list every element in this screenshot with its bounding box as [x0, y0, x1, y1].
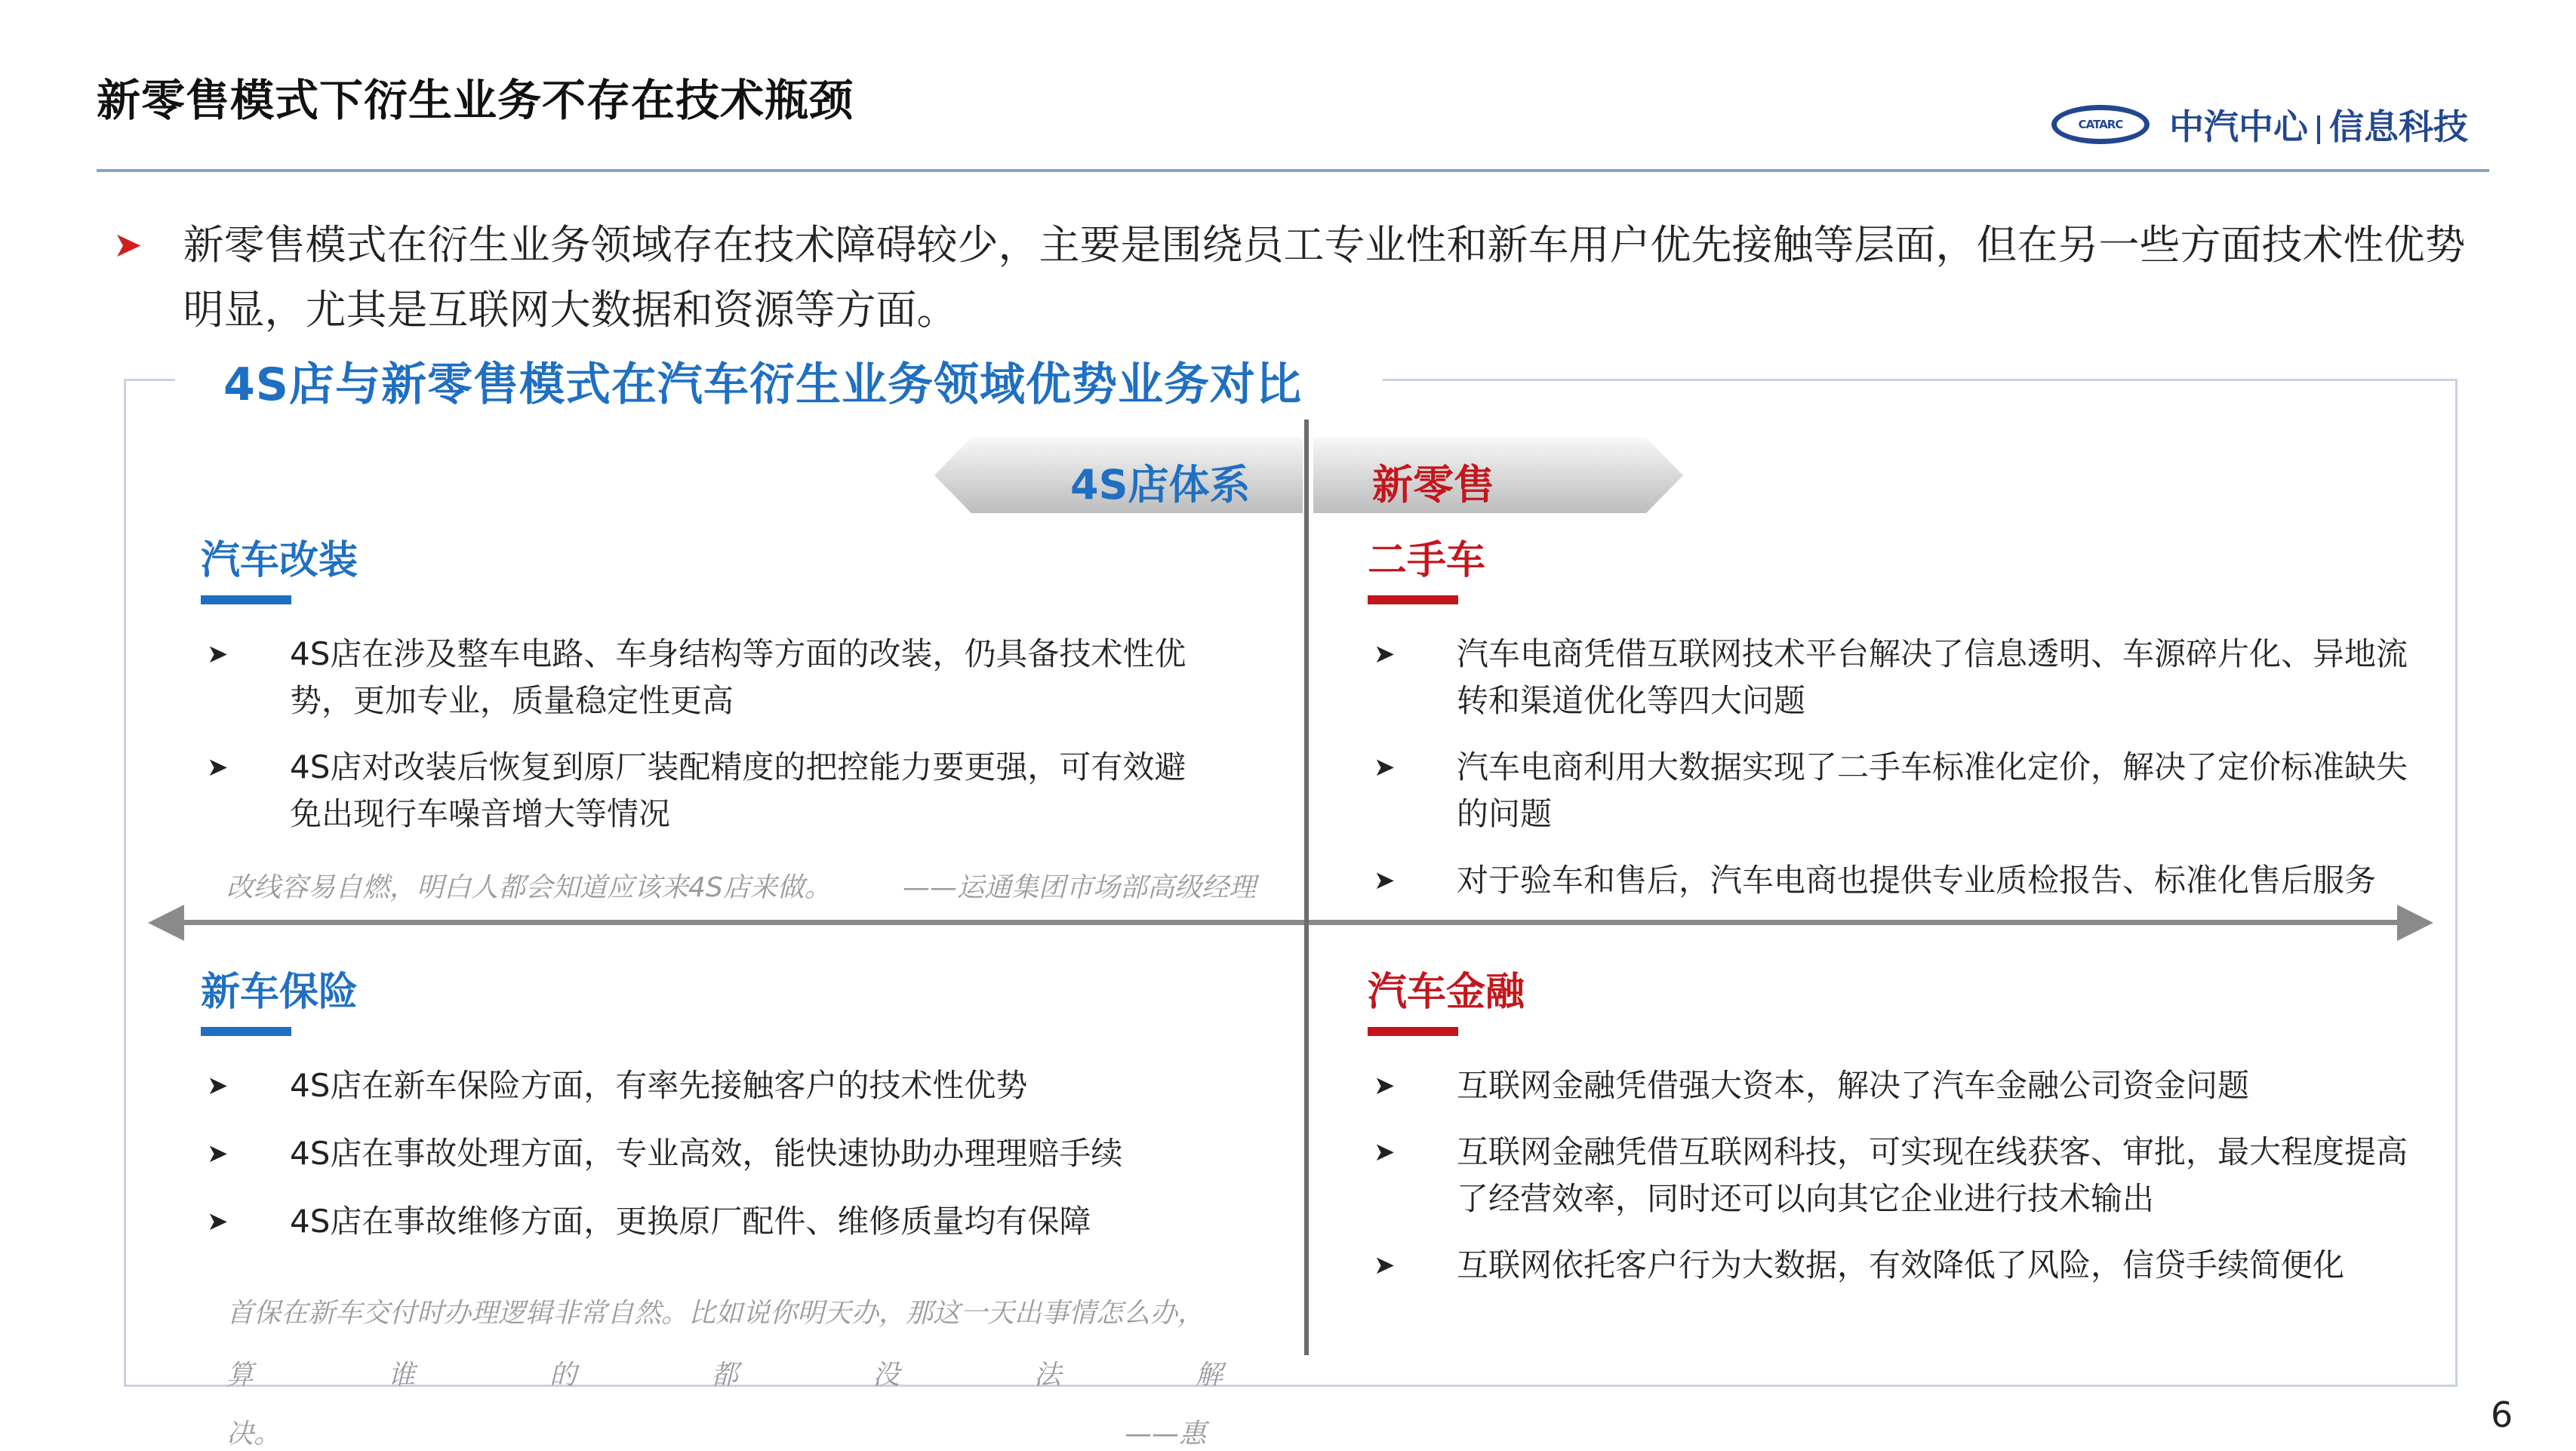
arrowhead-icon: ➤: [1374, 752, 1396, 782]
bottom-left-bullets: [201, 1062, 1205, 1265]
quote-char: 算: [226, 1360, 254, 1391]
list-item: ➤ 4S店在事故处理方面，专业高效，能快速协助办理理赔手续: [201, 1130, 1205, 1177]
quote-text-justified: [226, 1354, 1223, 1392]
vertical-axis: [1304, 420, 1309, 1355]
title-underline: [201, 1027, 291, 1036]
arrowhead-icon: ➤: [1374, 1071, 1396, 1101]
bottom-right-bullets: [1368, 1062, 2417, 1308]
quote-char: 都: [710, 1360, 738, 1391]
red-arrowhead-icon: ➤: [113, 224, 143, 265]
arrowhead-icon: ➤: [1374, 639, 1396, 669]
arrowhead-icon: ➤: [207, 1139, 229, 1169]
logo-text: [2169, 100, 2468, 149]
quote-char: 法: [1033, 1360, 1061, 1391]
right-banner: [1313, 438, 1683, 513]
list-item: ➤ 4S店在事故维修方面，更换原厂配件、维修质量均有保障: [201, 1198, 1205, 1245]
comparison-title: 4S店与新零售模式在汽车衍生业务领域优势业务对比: [223, 358, 1302, 411]
list-item: ➤ 4S店在新车保险方面，有率先接触客户的技术性优势: [201, 1062, 1205, 1109]
arrowhead-icon: ➤: [1374, 1250, 1396, 1280]
quote-char: 没: [872, 1360, 900, 1391]
quote-char: 解: [1195, 1360, 1223, 1391]
quadrant-bottom-left: [201, 960, 358, 1036]
quote-text: 改线容易自燃，明白人都会知道应该来4S店来做。: [226, 872, 832, 903]
logo-part2: 信息科技: [2329, 106, 2468, 147]
list-item: ➤ 互联网金融凭借互联网科技，可实现在线获客、审批，最大程度提高了经营效率，同时还可以向其它企业进行技术输出: [1368, 1129, 2417, 1222]
arrowhead-icon: ➤: [1374, 865, 1396, 896]
quote-char: 谁: [387, 1360, 415, 1391]
quadrant-title: 二手车: [1368, 538, 1486, 583]
quote-char: 的: [549, 1360, 577, 1391]
list-item: ➤ 4S店在涉及整车电路、车身结构等方面的改装，仍具备技术性优势，更加专业，质量稳定性更高: [201, 631, 1205, 724]
list-item: ➤ 汽车电商利用大数据实现了二手车标准化定价，解决了定价标准缺失的问题: [1368, 744, 2417, 838]
label-new-retail: 新零售: [1372, 461, 1494, 509]
axis-arrow-left-icon: [148, 905, 184, 941]
label-4s-system: 4S店体系: [1070, 461, 1251, 509]
list-item: ➤ 互联网依托客户行为大数据，有效降低了风险，信贷手续简便化: [1368, 1242, 2417, 1289]
list-item: ➤ 汽车电商凭借互联网技术平台解决了信息透明、车源碎片化、异地流转和渠道优化等四大问题: [1368, 631, 2417, 724]
header-divider: [97, 169, 2489, 172]
quadrant-title: 汽车金融: [1368, 970, 1525, 1015]
intro-text: 新零售模式在衍生业务领域存在技术障碍较少，主要是围绕员工专业性和新车用户优先接触等层面，但在另一些方面技术性优势明显，尤其是互联网大数据和资源等方面。: [183, 221, 2466, 334]
quadrant-bottom-right: [1368, 960, 1525, 1036]
page-title: 新零售模式下衍生业务不存在技术瓶颈: [97, 75, 854, 126]
top-left-bullets: [201, 631, 1205, 857]
quote-text: 决。: [226, 1419, 282, 1449]
quote-source: ——运通集团市场部高级经理: [903, 872, 1257, 903]
quote-source: ——惠: [1125, 1419, 1207, 1449]
quadrant-title: 新车保险: [201, 970, 359, 1015]
title-underline: [201, 595, 291, 604]
arrowhead-icon: ➤: [1374, 1137, 1396, 1167]
logo-part1: 中汽中心: [2169, 106, 2308, 147]
quote-text: 首保在新车交付时办理逻辑非常自然。比如说你明天办，那这一天出事情怎么办，: [226, 1298, 1205, 1329]
quadrant-top-left: [201, 528, 358, 604]
catarc-logo-icon: [2051, 105, 2150, 144]
page-number: 6: [2491, 1394, 2513, 1435]
logo-divider: [2317, 115, 2320, 144]
arrowhead-icon: ➤: [207, 1071, 229, 1101]
company-logo: [2051, 91, 2468, 158]
list-item: ➤ 4S店对改装后恢复到原厂装配精度的把控能力要更强，可有效避免出现行车噪音增大等情况: [201, 744, 1205, 838]
logo-oval-text: CATARC: [2078, 118, 2123, 131]
title-underline: [1368, 1027, 1458, 1036]
quadrant-top-right: [1368, 528, 1485, 604]
list-item: ➤ 对于验车和售后，汽车电商也提供专业质检报告、标准化售后服务: [1368, 857, 2417, 904]
arrowhead-icon: ➤: [207, 752, 229, 782]
arrowhead-icon: ➤: [207, 1207, 229, 1237]
title-underline: [1368, 595, 1458, 604]
intro-paragraph: [113, 213, 2493, 343]
top-right-bullets: [1368, 631, 2417, 924]
list-item: ➤ 互联网金融凭借强大资本，解决了汽车金融公司资金问题: [1368, 1062, 2417, 1109]
quadrant-title: 汽车改装: [201, 538, 359, 583]
arrowhead-icon: ➤: [207, 639, 229, 669]
